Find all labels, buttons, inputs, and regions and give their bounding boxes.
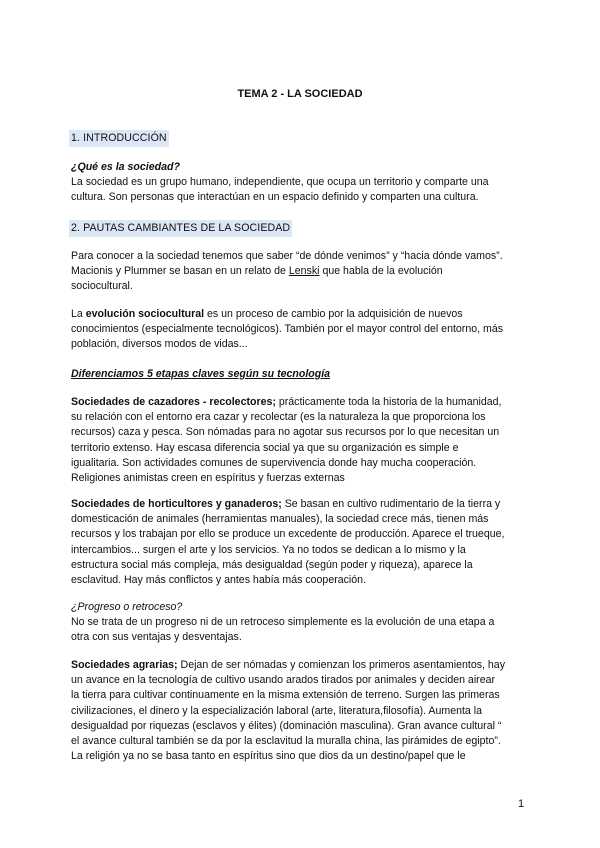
pautas-paragraph-1 [71,249,531,295]
text-line: Religiones animistas creen en espíritus y fuerzas externas [71,472,345,485]
text-line: Para conocer a la sociedad tenemos que saber “de dónde venimos” y “hacia dónde vamos”. [71,250,503,262]
text-line: recursos y los trabajan por ello se produce un excedente de producción. Aparece el trueque, [71,528,505,541]
bold-term: Sociedades de horticultores y ganaderos; [71,498,282,510]
stages-subheading [71,367,531,382]
intro-line: cultura. Son personas que interactúan en un espacio definido y comparten una cultura. [71,191,479,204]
stages-heading-text: Diferenciamos 5 etapas claves según su tecnología [71,368,331,380]
text-line: desigualdad por riquezas (esclavos y élites) (dominación masculina). Gran avance cultural “ [71,719,502,732]
bold-term: Sociedades de cazadores - recolectores; [71,396,276,408]
bold-term: evolución sociocultural [85,308,205,320]
document-title: TEMA 2 - LA SOCIEDAD [237,88,363,100]
text-line: No se trata de un progreso ni de un retroceso simplemente es la evolución de una etapa a [71,616,495,629]
text-line: población, diversos modos de vidas... [71,338,248,351]
text-line: esclavitud. Hay más conflictos y antes había más cooperación. [71,574,367,587]
text-line: domesticación de animales (herramientas manuales), la sociedad crece más, tienen más [71,513,489,526]
text-line: sociocultural. [71,280,133,293]
text-span: prácticamente toda la historia de la humanidad, [275,396,502,408]
text-line: la tierra para cultivar continuamente en la misma extensión de terreno. Surgen las primeras [71,689,500,702]
intro-line: La sociedad es un grupo humano, independiente, que ocupa un territorio y comparte una [71,176,489,189]
text-line: estructura social más compleja, más desigualdad (según poder y riqueza), aparece la [71,558,473,571]
text-line: La religión ya no se basa tanto en espíritus sino que dios da un destino/papel que le [71,750,466,763]
hunters-paragraph [71,395,531,486]
pautas-paragraph-2 [71,307,531,353]
text-line [71,264,531,279]
bold-term: Sociedades agrarias; [71,659,178,671]
text-line [71,307,531,322]
text-line [71,395,531,410]
text-line: otra con sus ventajas y desventajas. [71,631,242,644]
page-number: 1 [518,798,525,810]
progress-paragraph [71,600,531,646]
section-heading-introduccion: 1. INTRODUCCIÓN [69,130,169,147]
text-line: su relación con el entorno era cazar y recolectar (es la naturaleza la que proporciona los [71,411,486,424]
text-line: el avance cultural también se da por la esclavitud la muralla china, las pirámides de egipto”. [71,735,501,748]
text-span: que habla de la evolución [319,265,443,278]
text-line: territorio extenso. Hay escasa diferencia social ya que su organización es simple e [71,441,459,454]
text-line: conocimientos (especialmente tecnológicos). También por el mayor control del entorno, más [71,323,504,336]
question-progreso: ¿Progreso o retroceso? [71,601,183,613]
text-line [71,497,531,512]
text-span: Dejan de ser nómadas y comienzan los primeros asentamientos, hay [177,659,505,671]
text-line: intercambios... surgen el arte y los servicios. Ya no todos se dedican a lo mismo y la [71,543,466,556]
horticulture-paragraph [71,497,531,588]
text-span: Se basan en cultivo rudimentario de la tierra y [281,498,501,510]
text-line: igualitaria. Son actividades comunes de supervivencia donde hay mucha cooperación. [71,456,477,469]
text-span: Macionis y Plummer se basan en un relato de [71,265,289,278]
question-que-es-sociedad: ¿Qué es la sociedad? [71,161,180,173]
text-line [71,658,531,673]
text-line: recursos) caza y pesca. Son nómadas para no agotar sus recursos por lo que necesitan un [71,426,500,439]
intro-paragraph [71,160,531,206]
text-line: civilizaciones, el dinero y la especialización laboral (arte, literatura,filosofía). Aumenta la [71,704,483,717]
agrarian-paragraph [71,658,531,764]
lenski-link[interactable]: Lenski [288,265,320,278]
text-span: La [71,308,86,320]
text-line: un avance en la tecnología de cultivo usando arados tirados por animales y deciden airear [71,674,496,687]
text-span: es un proceso de cambio por la adquisición de nuevos [204,308,463,320]
section-heading-pautas: 2. PAUTAS CAMBIANTES DE LA SOCIEDAD [69,220,292,237]
